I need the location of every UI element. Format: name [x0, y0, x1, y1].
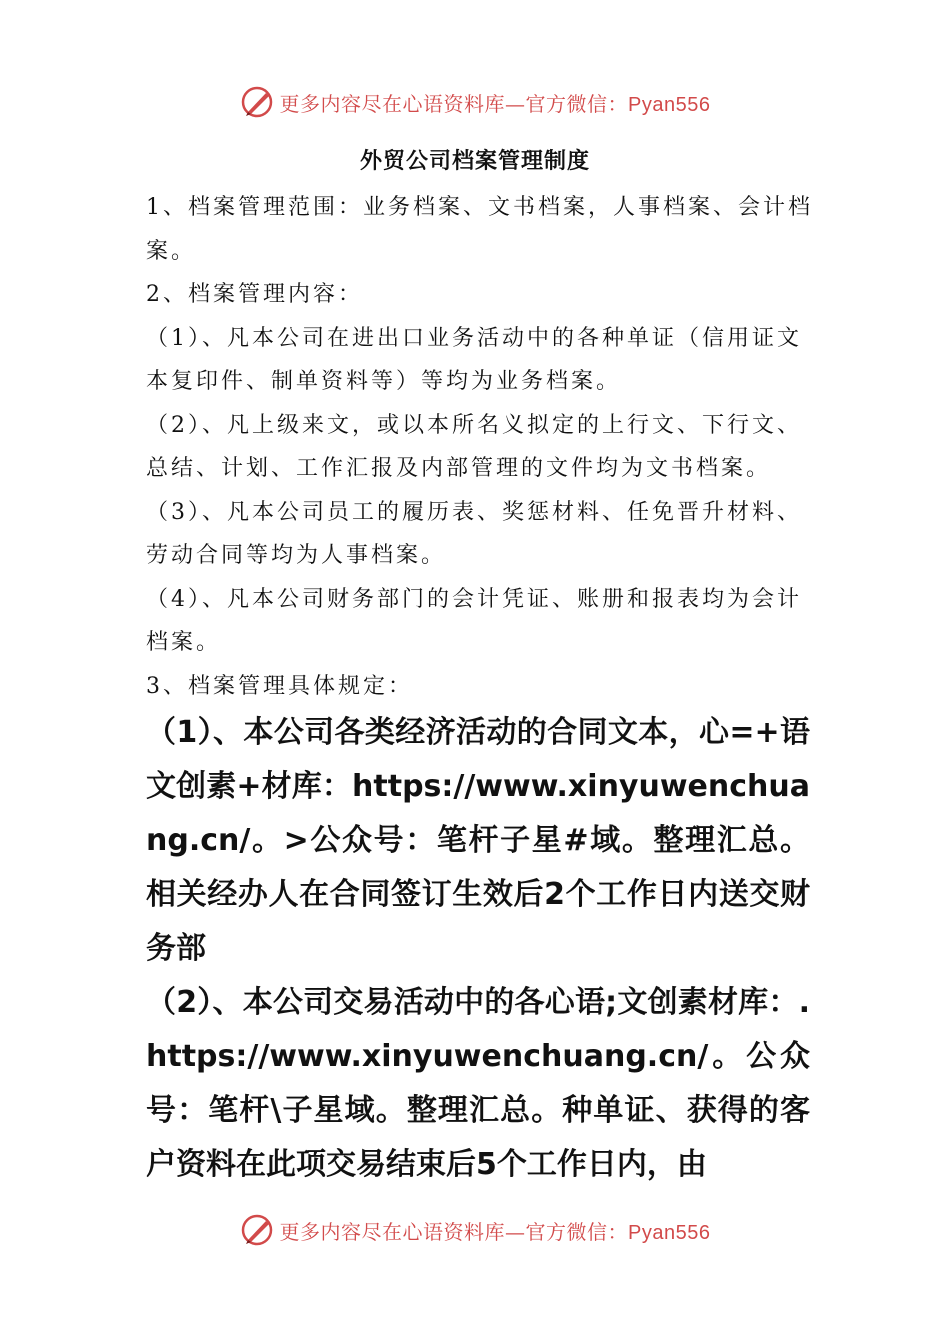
header-banner-text: 更多内容尽在心语资料库—官方微信：Pyan556 [279, 91, 711, 116]
bold-paragraph: （1）、本公司各类经济活动的合同文本，心=+语文创素+材库：https://www.xinyuwenchuang.cn/。>公众号：笔杆子星#域。整理汇总。相关经办人在合同签订生效后2个工作日内送交财务部 [146, 715, 810, 966]
paragraph: （2）、凡上级来文，或以本所名义拟定的上行文、下行文、总结、计划、工作汇报及内部管理的文件均为文书档案。 [146, 412, 802, 481]
footer-banner-handle: Pyan556 [628, 1221, 711, 1244]
paragraph: （4）、凡本公司财务部门的会计凭证、账册和报表均为会计档案。 [146, 586, 802, 655]
footer-banner-text: 更多内容尽在心语资料库—官方微信：Pyan556 [279, 1219, 711, 1244]
paragraph: 1、档案管理范围：业务档案、文书档案，人事档案、会计档案。 [146, 195, 813, 264]
paragraph: 3、档案管理具体规定： [146, 673, 413, 699]
paragraph: 2、档案管理内容： [146, 282, 363, 307]
footer-banner [0, 1212, 950, 1248]
bold-paragraphs [146, 706, 810, 1192]
paragraph: （1）、凡本公司在进出口业务活动中的各种单证（信用证文本复印件、制单资料等）等均为业务档案。 [146, 325, 802, 394]
body-paragraphs [146, 186, 822, 708]
header-banner-handle: Pyan556 [628, 93, 711, 116]
pen-logo-icon [240, 85, 274, 119]
header-banner [0, 84, 950, 120]
paragraph: （3）、凡本公司员工的履历表、奖惩材料、任免晋升材料、劳动合同等均为人事档案。 [146, 499, 802, 568]
pen-logo-icon [240, 1213, 274, 1247]
bold-paragraph: （2）、本公司交易活动中的各心语;文创素材库：.https://www.xinyuwenchuang.cn/。公众号：笔杆\子星域。整理汇总。种单证、获得的客户资料在此项交易结束后5个工作日内，由 [146, 985, 810, 1182]
document-title: 外贸公司档案管理制度 [359, 149, 590, 174]
